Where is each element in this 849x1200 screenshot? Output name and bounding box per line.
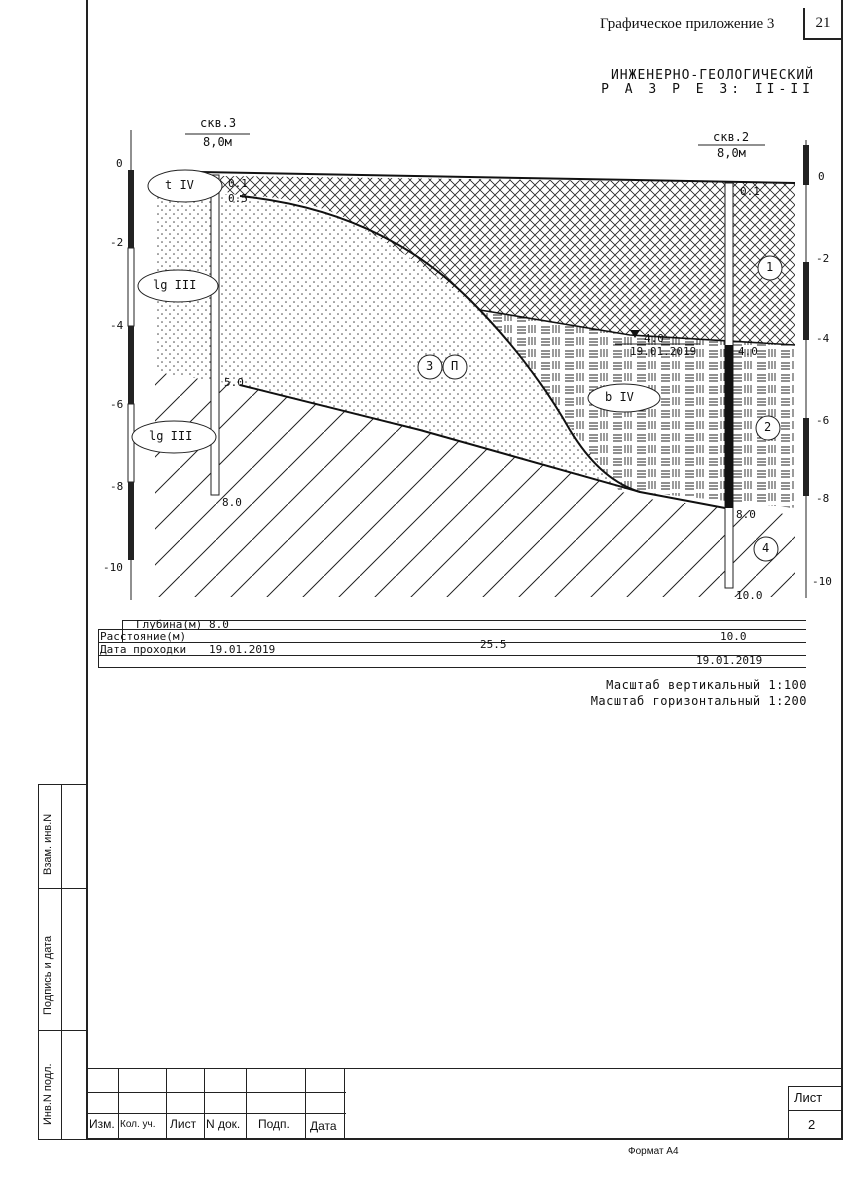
layer-label-lg-iii-upper: lg III <box>153 278 197 292</box>
layer-number-2: 2 <box>764 420 772 434</box>
well-3-bottom: 8.0 <box>222 496 242 509</box>
layer-label-p: П <box>451 359 459 373</box>
distance-value: 25.5 <box>480 638 507 651</box>
layer-label-lg-iii-lower: lg III <box>149 429 193 443</box>
left-depth-scale <box>128 130 134 600</box>
left-scale-8: -8 <box>110 480 124 493</box>
layer-number-4: 4 <box>762 541 770 555</box>
left-scale-0: 0 <box>116 157 123 170</box>
format-label: Формат А4 <box>628 1146 679 1157</box>
water-level-date: 19.01.2019 <box>630 345 697 358</box>
layer-number-1: 1 <box>766 260 774 274</box>
right-scale-2: -2 <box>816 252 830 265</box>
borehole-data-table <box>98 620 806 668</box>
well-2-mark-8.0: 8.0 <box>736 508 756 521</box>
distance-value-right: 10.0 <box>720 630 747 643</box>
sheet-label: Лист <box>794 1090 823 1105</box>
left-scale-4: -4 <box>110 319 124 332</box>
well-3-depth: 8,0м <box>203 135 232 149</box>
page-number: 21 <box>803 8 841 40</box>
col-list: Лист <box>170 1117 197 1131</box>
right-scale-6: -6 <box>816 414 830 427</box>
well-3-mark-5.0: 5.0 <box>224 376 244 389</box>
depth-label: Глубина(м) <box>136 618 203 631</box>
well-2-bottom: 10.0 <box>736 589 763 602</box>
col-data: Дата <box>310 1119 337 1133</box>
well-2-depth: 8,0м <box>717 146 746 160</box>
depth-value: 8.0 <box>209 618 229 631</box>
well-2-mark-0.1: 0.1 <box>740 185 760 198</box>
inv-label: Инв.N подл. <box>42 1063 54 1125</box>
left-scale-6: -6 <box>110 398 124 411</box>
layer-label-b-iv: b IV <box>605 390 634 404</box>
col-ndok: N док. <box>206 1117 241 1131</box>
left-scale-10: -10 <box>103 561 123 574</box>
well-2-name: скв.2 <box>713 130 750 144</box>
side-stamp <box>38 784 87 1140</box>
right-scale-8: -8 <box>816 492 830 505</box>
water-level-value: 4.0 <box>644 332 664 345</box>
well-3-name: скв.3 <box>200 116 237 130</box>
col-kol: Кол. уч. <box>120 1119 156 1130</box>
vzam-label: Взам. инв.N <box>42 813 54 875</box>
distance-label: Расстояние(м) <box>100 630 187 643</box>
podpis-label: Подпись и дата <box>42 935 54 1015</box>
horizontal-scale: Масштаб горизонтальный 1:200 <box>590 694 807 708</box>
well-3-mark-0.1: 0.1 <box>228 177 248 190</box>
appendix-title: Графическое приложение 3 <box>600 16 775 32</box>
section-title-line2: Р А З Р Е З: II-II <box>601 82 814 97</box>
date-value-left: 19.01.2019 <box>209 643 276 656</box>
date-value-right: 19.01.2019 <box>696 654 763 667</box>
section-title-line1: ИНЖЕНЕРНО-ГЕОЛОГИЧЕСКИЙ <box>610 68 814 83</box>
col-podp: Подп. <box>258 1117 290 1131</box>
left-scale-2: -2 <box>110 236 124 249</box>
col-izm: Изм. <box>89 1117 115 1131</box>
right-depth-scale <box>803 140 809 598</box>
layer-number-3: 3 <box>426 359 434 373</box>
right-scale-0: 0 <box>818 170 825 183</box>
right-scale-4: -4 <box>816 332 830 345</box>
date-label: Дата проходки <box>100 643 187 656</box>
vertical-scale: Масштаб вертикальный 1:100 <box>606 678 807 692</box>
sheet-number: 2 <box>808 1117 816 1132</box>
well-3-mark-0.5: 0.5 <box>228 192 248 205</box>
title-block <box>86 1068 841 1138</box>
layer-label-t-iv: t IV <box>165 178 194 192</box>
right-scale-10: -10 <box>812 575 832 588</box>
well-2-mark-4.0: 4.0 <box>738 345 758 358</box>
borehole-3 <box>211 175 219 495</box>
